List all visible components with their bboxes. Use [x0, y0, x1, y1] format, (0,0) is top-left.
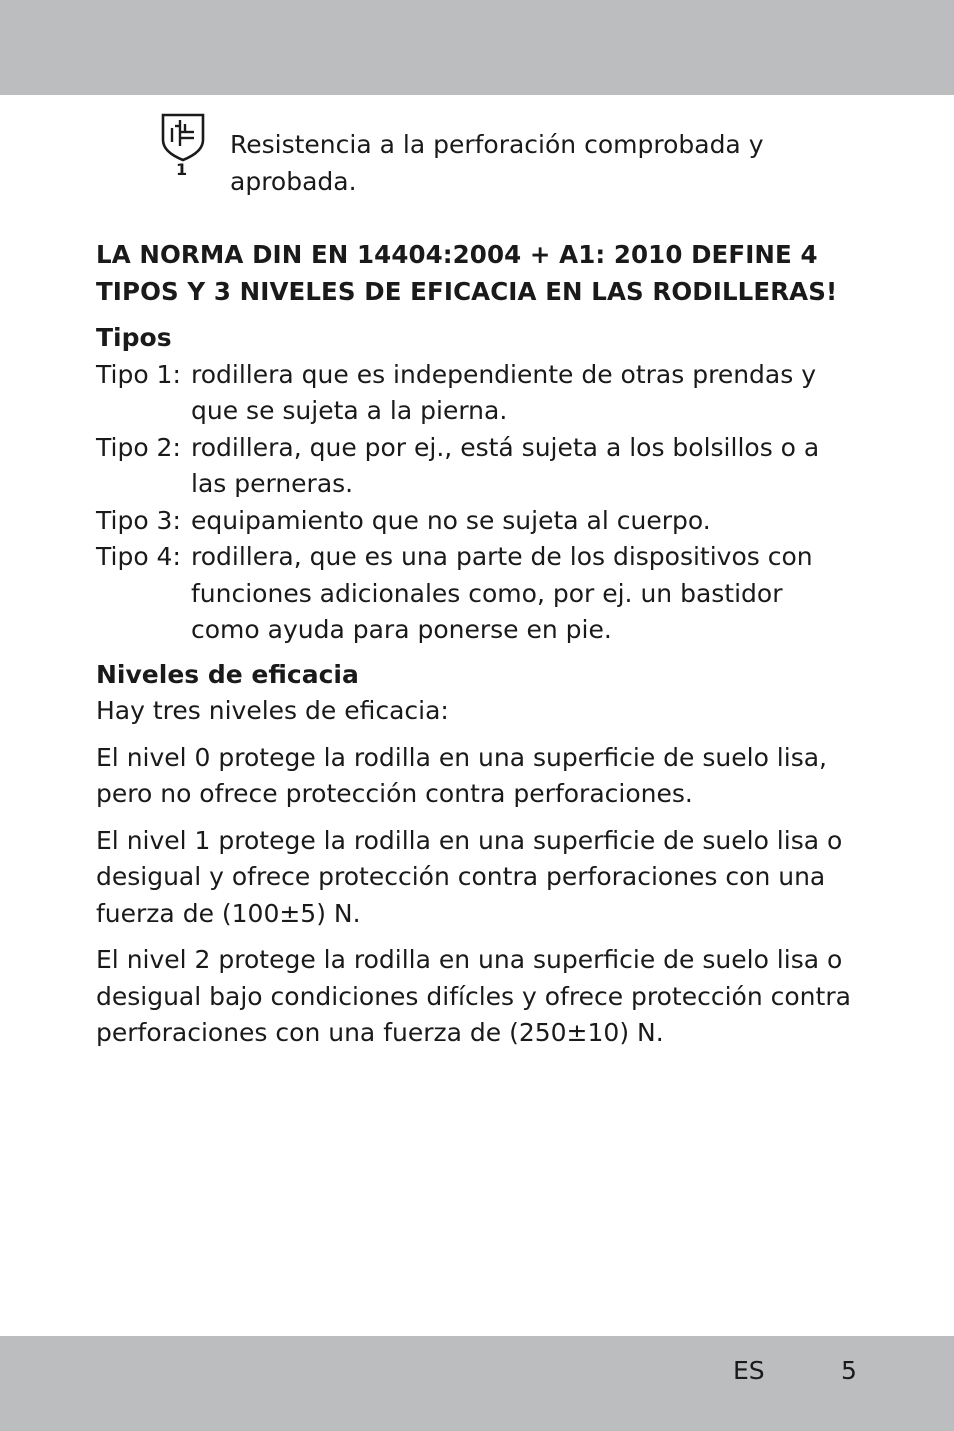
types-title: Tipos	[96, 323, 172, 352]
levels-title: Niveles de eficacia	[96, 659, 359, 689]
type-description: equipamiento que no se sujeta al cuerpo.	[191, 505, 711, 535]
type-description: rodillera, que es una parte de los dispositivos con funciones adicionales como, por ej. un bastidor como ayuda para ponerse en pie.	[191, 542, 813, 644]
type-label: Tipo 4:	[96, 542, 181, 571]
standard-heading: LA NORMA DIN EN 14404:2004 + A1: 2010 DEFINE 4 TIPOS Y 3 NIVELES DE EFICACIA EN LAS RODILLERAS!	[96, 240, 838, 306]
type-label: Tipo 1:	[96, 359, 181, 389]
symbol-caption: Resistencia a la perforación comprobada y aprobada.	[230, 130, 764, 196]
type-description: rodillera, que por ej., está sujeta a los bolsillos o a las perneras.	[191, 432, 820, 498]
level-0-paragraph: El nivel 0 protege la rodilla en una superficie de suelo lisa, pero no ofrece protección contra perforaciones.	[96, 742, 827, 808]
header-band	[0, 0, 954, 95]
main-content	[96, 237, 856, 1052]
language-code: ES	[733, 1356, 765, 1385]
list-item	[96, 430, 856, 503]
level-2-paragraph: El nivel 2 protege la rodilla en una superficie de suelo lisa o desigual bajo condiciones difícles y ofrece protección contra perforaciones con una fuerza de (250±10) N.	[96, 945, 851, 1047]
list-item	[96, 503, 856, 540]
protection-level-number: 1	[176, 160, 188, 179]
level-1-paragraph: El nivel 1 protege la rodilla en una superficie de suelo lisa o desigual y ofrece protección contra perforaciones con una fuerza de (100±5) N.	[96, 825, 843, 928]
list-item	[96, 357, 856, 430]
type-label: Tipo 2:	[96, 432, 181, 462]
footer-band	[0, 1336, 954, 1431]
type-label: Tipo 3:	[96, 505, 181, 535]
type-description: rodillera que es independiente de otras prendas y que se sujeta a la pierna.	[191, 359, 816, 425]
types-list	[96, 357, 856, 649]
levels-intro: Hay tres niveles de eficacia:	[96, 696, 449, 725]
page-number: 5	[841, 1356, 857, 1385]
list-item	[96, 539, 856, 649]
